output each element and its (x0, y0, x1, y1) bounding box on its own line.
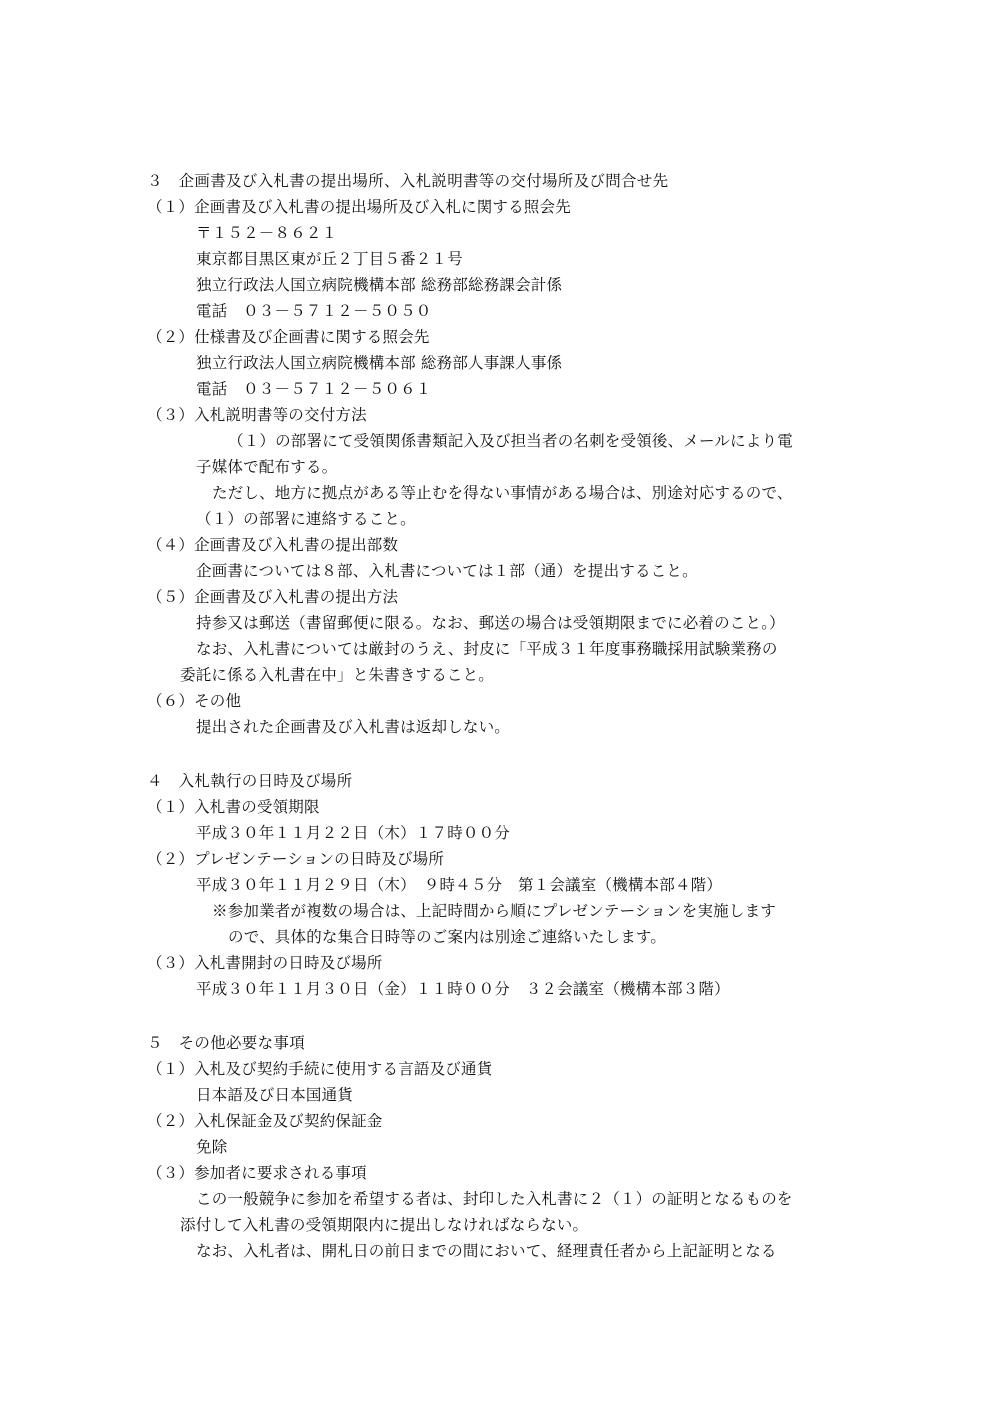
body-text-line: 持参又は郵送（書留郵便に限る。なお、郵送の場合は受領期限までに必着のこと。） (196, 614, 785, 632)
body-text-line: 添付して入札書の受領期限内に提出しなければならない。 (180, 1216, 589, 1234)
body-text-line: （１）の部署にて受領関係書類記入及び担当者の名刺を受領後、メールにより電 (228, 432, 793, 450)
body-text-line: ただし、地方に拠点がある等止むを得ない事情がある場合は、別途対応するので、 (212, 484, 793, 502)
body-text-line: 独立行政法人国立病院機構本部 総務部総務課会計係 (196, 276, 563, 294)
body-text-line: （１）の部署に連絡すること。 (196, 510, 416, 528)
body-text-line: なお、入札書については厳封のうえ、封皮に「平成３１年度事務職採用試験業務の (196, 640, 778, 658)
body-text-line: 提出された企画書及び入札書は返却しない。 (196, 718, 511, 736)
subsection-heading: （３）入札説明書等の交付方法 (147, 406, 367, 424)
subsection-heading: （３）参加者に要求される事項 (147, 1164, 367, 1182)
subsection-heading: （２）入札保証金及び契約保証金 (147, 1112, 383, 1130)
body-text-line: なお、入札者は、開札日の前日までの間において、経理責任者から上記証明となる (196, 1242, 777, 1260)
section-heading: ４ 入札執行の日時及び場所 (147, 772, 353, 790)
subsection-heading: （２）プレゼンテーションの日時及び場所 (147, 850, 445, 868)
subsection-heading: （４）企画書及び入札書の提出部数 (147, 536, 399, 554)
subsection-heading: （３）入札書開封の日時及び場所 (147, 954, 383, 972)
body-text-line: 委託に係る入札書在中」と朱書きすること。 (180, 666, 495, 684)
body-text-line: 平成３０年１１月３０日（金）１１時００分 ３２会議室（機構本部３階） (196, 980, 730, 998)
subsection-heading: （５）企画書及び入札書の提出方法 (147, 588, 399, 606)
body-text-line: 日本語及び日本国通貨 (196, 1086, 354, 1104)
body-text-line: 免除 (196, 1138, 228, 1156)
body-text-line: 電話 ０３－５７１２－５０５０ (196, 302, 432, 320)
section-heading: ３ 企画書及び入札書の提出場所、入札説明書等の交付場所及び問合せ先 (147, 172, 669, 190)
body-text-line: 東京都目黒区東が丘２丁目５番２１号 (196, 250, 463, 268)
body-text-line: 平成３０年１１月２９日（木） ９時４５分 第１会議室（機構本部４階） (196, 876, 723, 894)
subsection-heading: （１）企画書及び入札書の提出場所及び入札に関する照会先 (147, 198, 571, 216)
subsection-heading: （１）入札及び契約手続に使用する言語及び通貨 (147, 1060, 493, 1078)
body-text-line: 企画書については８部、入札書については１部（通）を提出すること。 (196, 562, 698, 580)
body-text-line: 電話 ０３－５７１２－５０６１ (196, 380, 432, 398)
section-heading: ５ その他必要な事項 (147, 1034, 306, 1052)
body-text-line: 平成３０年１１月２２日（木）１７時００分 (196, 824, 511, 842)
body-text-line: 独立行政法人国立病院機構本部 総務部人事課人事係 (196, 354, 563, 372)
body-text-line: 子媒体で配布する。 (196, 458, 338, 476)
body-text-line: この一般競争に参加を希望する者は、封印した入札書に２（１）の証明となるものを (196, 1190, 793, 1208)
subsection-heading: （６）その他 (147, 692, 242, 710)
body-text-line: 〒１５２－８６２１ (196, 224, 338, 242)
subsection-heading: （１）入札書の受領期限 (147, 798, 320, 816)
subsection-heading: （２）仕様書及び企画書に関する照会先 (147, 328, 430, 346)
body-text-line: ※参加業者が複数の場合は、上記時間から順にプレゼンテーションを実施します (212, 902, 776, 920)
body-text-line: ので、具体的な集合日時等のご案内は別途ご連絡いたします。 (228, 928, 667, 946)
